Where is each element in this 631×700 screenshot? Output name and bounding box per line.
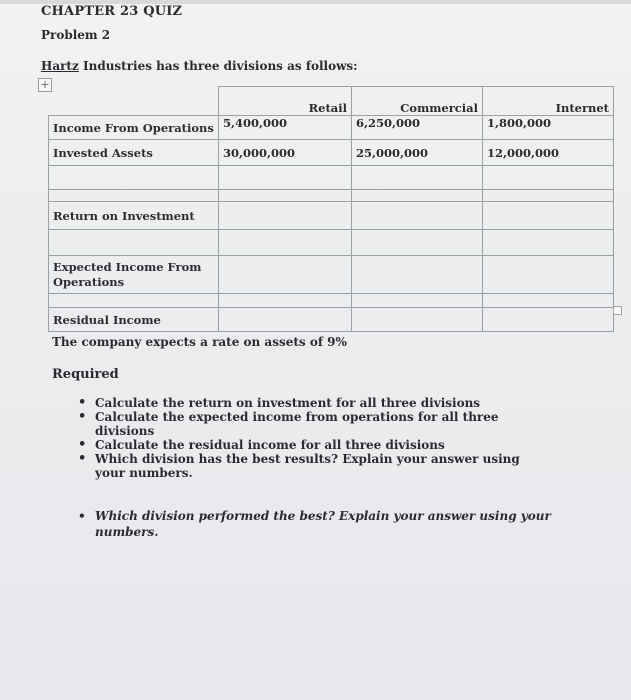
table-cell[interactable] [483,166,614,190]
table-cell[interactable] [483,308,614,332]
header-cell-retail[interactable]: Retail [219,87,352,116]
table-cell[interactable] [219,202,352,230]
table-cell[interactable] [49,190,219,202]
table-cell[interactable] [483,256,614,294]
header-cell-internet[interactable]: Internet [483,87,614,116]
table-cell[interactable] [483,294,614,308]
table-cell[interactable] [219,294,352,308]
table-cell[interactable] [49,166,219,190]
table-row [49,140,614,166]
table-cell[interactable]: 5,400,000 [219,116,352,140]
table-cell[interactable] [352,256,483,294]
table-cell[interactable]: 30,000,000 [219,140,352,166]
list-item: • Calculate the residual income for all three divisions [74,438,534,452]
table-row [49,230,614,256]
chapter-title: CHAPTER 23 QUIZ [41,4,183,19]
table-move-icon[interactable]: + [38,78,52,92]
rate-text: The company expects a rate on assets of 9% [52,335,347,349]
table-row [49,308,614,332]
row-label-residual-income[interactable]: Residual Income [49,308,219,332]
table-cell[interactable] [219,256,352,294]
table-cell[interactable] [49,230,219,256]
intro-text [41,59,358,73]
table-cell[interactable] [219,166,352,190]
table-cell[interactable] [352,166,483,190]
problem-heading: Problem 2 [41,28,111,42]
table-cell[interactable] [219,230,352,256]
table-row [49,256,614,294]
table-cell[interactable] [219,190,352,202]
table-cell[interactable]: 1,800,000 [483,116,614,140]
header-cell-commercial[interactable]: Commercial [352,87,483,116]
header-cell-blank[interactable] [49,87,219,116]
requirements-list [74,396,534,480]
list-item: • Calculate the expected income from operations for all three divisions [74,410,534,438]
table-row [49,116,614,140]
table-cell[interactable] [219,308,352,332]
table-header-row [49,87,614,116]
table-cell[interactable] [352,230,483,256]
table-row [49,294,614,308]
table-row [49,190,614,202]
table-cell[interactable] [352,190,483,202]
table-row [49,202,614,230]
table-cell[interactable] [352,294,483,308]
table-cell[interactable] [352,308,483,332]
list-item: • Calculate the return on investment for all three divisions [74,396,534,410]
company-name: Hartz [41,59,79,73]
table-cell[interactable] [352,202,483,230]
table-cell[interactable] [483,202,614,230]
row-label-roi[interactable]: Return on Investment [49,202,219,230]
row-label[interactable]: Invested Assets [49,140,219,166]
table-cell[interactable]: 12,000,000 [483,140,614,166]
table-cell[interactable]: 25,000,000 [352,140,483,166]
table-resize-handle[interactable] [613,306,622,315]
table-cell[interactable] [483,230,614,256]
row-label-expected-income[interactable]: Expected Income From Operations [49,256,219,294]
row-label[interactable]: Income From Operations [49,116,219,140]
essay-question: • Which division performed the best? Explain your answer using your numbers. [74,508,595,540]
list-item: • Which division has the best results? Explain your answer using your numbers. [74,452,534,480]
required-heading: Required [52,367,119,382]
table-cell[interactable] [483,190,614,202]
intro-rest: Industries has three divisions as follows: [78,59,358,73]
table-row [49,166,614,190]
table-cell[interactable] [49,294,219,308]
divisions-table [48,86,614,332]
table-cell[interactable]: 6,250,000 [352,116,483,140]
